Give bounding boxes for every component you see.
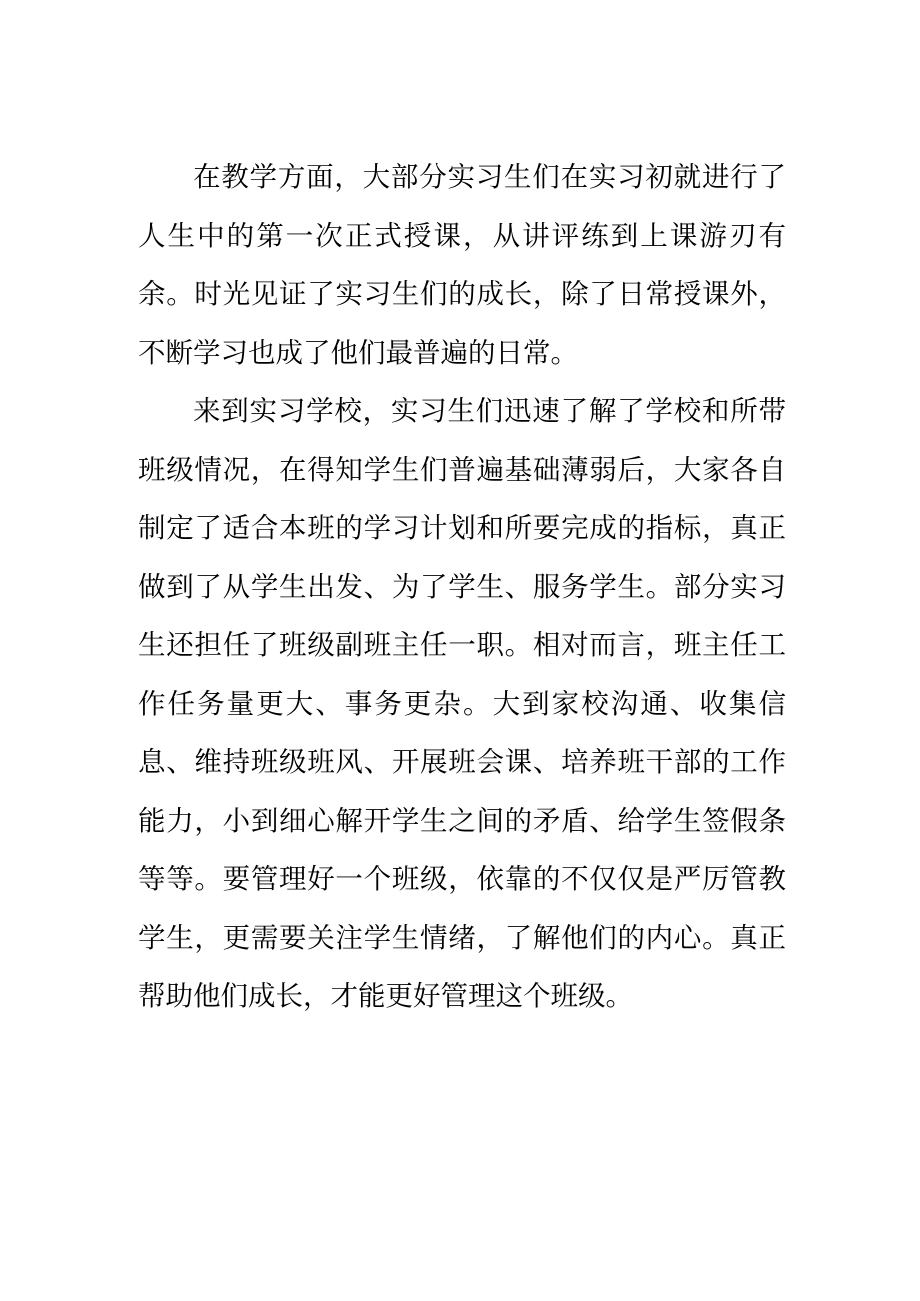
paragraph-teaching: 在教学方面，大部分实习生们在实习初就进行了人生中的第一次正式授课，从讲评练到上课游刃有余。时光见证了实习生们的成长，除了日常授课外，不断学习也成了他们最普遍的日常。 — [138, 161, 786, 369]
document-body — [138, 148, 786, 1026]
paragraph-class-management: 来到实习学校，实习生们迅速了解了学校和所带班级情况，在得知学生们普遍基础薄弱后，大家各自制定了适合本班的学习计划和所要完成的指标，真正做到了从学生出发、为了学生、服务学生。部分实习生还担任了班级副班主任一职。相对而言，班主任工作任务量更大、事务更杂。大到家校沟通、收集信息、维持班级班风、开展班会课、培养班干部的工作能力，小到细心解开学生之间的矛盾、给学生签假条等等。要管理好一个班级，依靠的不仅仅是严厉管教学生，更需要关注学生情绪，了解他们的内心。真正帮助他们成长，才能更好管理这个班级。 — [138, 395, 786, 1012]
